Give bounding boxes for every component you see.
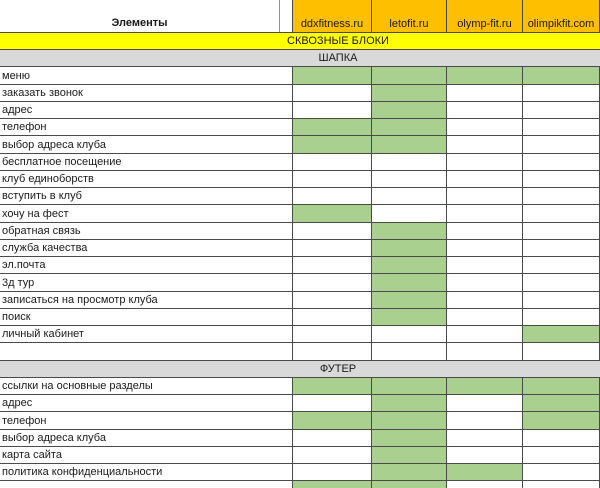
value-cell[interactable] [447, 205, 523, 221]
row-label[interactable]: вступить в клуб [0, 188, 293, 204]
section-banner-header[interactable]: ШАПКА [0, 50, 600, 67]
value-cell[interactable] [447, 274, 523, 290]
row-label[interactable]: обратная связь [0, 223, 293, 239]
value-cell[interactable] [293, 326, 372, 342]
table-row [0, 292, 600, 309]
value-cell[interactable] [293, 395, 372, 411]
table-row [0, 309, 600, 326]
site-column-header[interactable]: olimpikfit.com [523, 0, 600, 32]
row-label[interactable]: политика конфиденциальности [0, 464, 293, 480]
value-cell[interactable] [447, 171, 523, 187]
value-cell[interactable] [523, 430, 600, 446]
value-cell[interactable] [523, 481, 600, 488]
table-row [0, 430, 600, 447]
value-cell[interactable] [447, 292, 523, 308]
value-cell[interactable] [523, 274, 600, 290]
value-cell[interactable] [447, 395, 523, 411]
value-cell[interactable] [447, 430, 523, 446]
value-cell[interactable] [523, 85, 600, 101]
row-label[interactable]: хочу на фест [0, 205, 293, 221]
value-cell-filled[interactable] [372, 85, 447, 101]
table-row [0, 85, 600, 102]
value-cell-filled[interactable] [523, 378, 600, 394]
row-label[interactable]: 3д тур [0, 274, 293, 290]
value-cell[interactable] [372, 343, 447, 359]
value-cell[interactable] [293, 309, 372, 325]
value-cell[interactable] [447, 343, 523, 359]
value-cell[interactable] [447, 102, 523, 118]
value-cell-filled[interactable] [372, 430, 447, 446]
value-cell[interactable] [523, 464, 600, 480]
value-cell-filled[interactable] [447, 378, 523, 394]
site-column-header[interactable]: ddxfitness.ru [293, 0, 372, 32]
table-row [0, 343, 600, 360]
table-row [0, 119, 600, 136]
value-cell[interactable] [293, 257, 372, 273]
site-column-header[interactable]: letofit.ru [372, 0, 447, 32]
value-cell[interactable] [447, 85, 523, 101]
value-cell[interactable] [447, 119, 523, 135]
value-cell-filled[interactable] [293, 136, 372, 152]
table-row [0, 154, 600, 171]
table-row [0, 274, 600, 291]
value-cell[interactable] [293, 102, 372, 118]
value-cell[interactable] [523, 240, 600, 256]
table-row [0, 326, 600, 343]
value-cell[interactable] [447, 257, 523, 273]
value-cell-filled[interactable] [523, 412, 600, 428]
value-cell[interactable] [447, 309, 523, 325]
value-cell-filled[interactable] [293, 67, 372, 83]
value-cell[interactable] [447, 223, 523, 239]
value-cell[interactable] [447, 447, 523, 463]
table-row [0, 205, 600, 222]
value-cell[interactable] [523, 154, 600, 170]
table-row [0, 257, 600, 274]
value-cell-filled[interactable] [372, 412, 447, 428]
value-cell[interactable] [447, 412, 523, 428]
value-cell[interactable] [523, 136, 600, 152]
table-row [0, 188, 600, 205]
value-cell-filled[interactable] [293, 119, 372, 135]
row-label[interactable] [0, 343, 293, 359]
value-cell[interactable] [447, 136, 523, 152]
row-label[interactable]: бесплатное посещение [0, 154, 293, 170]
row-label[interactable]: служба качества [0, 240, 293, 256]
table-row [0, 223, 600, 240]
main-section-banner[interactable]: СКВОЗНЫЕ БЛОКИ [0, 33, 600, 50]
value-cell-filled[interactable] [372, 395, 447, 411]
elements-column-header[interactable]: Элементы [0, 0, 280, 32]
value-cell[interactable] [523, 119, 600, 135]
partial-table-row [0, 481, 600, 488]
table-row [0, 171, 600, 188]
table-row [0, 378, 600, 395]
value-cell-filled[interactable] [372, 119, 447, 135]
value-cell[interactable] [447, 154, 523, 170]
table-row [0, 447, 600, 464]
value-cell[interactable] [523, 447, 600, 463]
value-cell-filled[interactable] [372, 481, 447, 488]
value-cell[interactable] [523, 309, 600, 325]
value-cell[interactable] [293, 154, 372, 170]
value-cell-filled[interactable] [372, 240, 447, 256]
value-cell[interactable] [293, 223, 372, 239]
value-cell[interactable] [293, 240, 372, 256]
table-row [0, 395, 600, 412]
value-cell[interactable] [293, 447, 372, 463]
site-column-header[interactable]: olymp-fit.ru [447, 0, 523, 32]
value-cell-filled[interactable] [523, 395, 600, 411]
value-cell-filled[interactable] [372, 136, 447, 152]
value-cell[interactable] [293, 274, 372, 290]
row-label[interactable]: личный кабинет [0, 326, 293, 342]
value-cell[interactable] [372, 171, 447, 187]
header-row [0, 0, 600, 33]
table-row [0, 412, 600, 429]
value-cell-filled[interactable] [372, 223, 447, 239]
value-cell-filled[interactable] [372, 257, 447, 273]
value-cell-filled[interactable] [293, 205, 372, 221]
value-cell-filled[interactable] [372, 274, 447, 290]
value-cell[interactable] [523, 292, 600, 308]
value-cell[interactable] [447, 188, 523, 204]
table-row [0, 67, 600, 84]
value-cell[interactable] [372, 205, 447, 221]
row-label[interactable]: поиск [0, 309, 293, 325]
value-cell[interactable] [293, 85, 372, 101]
value-cell-filled[interactable] [372, 447, 447, 463]
value-cell-filled[interactable] [447, 67, 523, 83]
row-label[interactable]: адрес [0, 102, 293, 118]
value-cell[interactable] [293, 171, 372, 187]
value-cell-filled[interactable] [447, 464, 523, 480]
table-row [0, 102, 600, 119]
value-cell-filled[interactable] [372, 464, 447, 480]
value-cell[interactable] [372, 188, 447, 204]
row-label[interactable]: адрес [0, 395, 293, 411]
table-row [0, 240, 600, 257]
value-cell-filled[interactable] [372, 292, 447, 308]
value-cell[interactable] [372, 154, 447, 170]
value-cell[interactable] [523, 257, 600, 273]
value-cell[interactable] [523, 188, 600, 204]
row-label[interactable] [0, 481, 293, 488]
row-label[interactable]: карта сайта [0, 447, 293, 463]
row-label[interactable]: записаться на просмотр клуба [0, 292, 293, 308]
value-cell[interactable] [293, 292, 372, 308]
row-label[interactable]: телефон [0, 412, 293, 428]
section-banner-footer[interactable]: ФУТЕР [0, 361, 600, 378]
empty-header-cell[interactable] [280, 0, 293, 32]
row-label[interactable]: выбор адреса клуба [0, 136, 293, 152]
value-cell[interactable] [293, 464, 372, 480]
row-label[interactable]: эл.почта [0, 257, 293, 273]
table-row [0, 136, 600, 153]
value-cell-filled[interactable] [372, 102, 447, 118]
value-cell[interactable] [293, 430, 372, 446]
value-cell[interactable] [523, 102, 600, 118]
value-cell[interactable] [447, 326, 523, 342]
value-cell-filled[interactable] [372, 378, 447, 394]
value-cell-filled[interactable] [523, 326, 600, 342]
row-label[interactable]: клуб единоборств [0, 171, 293, 187]
value-cell[interactable] [523, 343, 600, 359]
value-cell-filled[interactable] [523, 67, 600, 83]
value-cell-filled[interactable] [372, 67, 447, 83]
value-cell[interactable] [293, 343, 372, 359]
sheet-body [0, 50, 600, 488]
value-cell-filled[interactable] [293, 378, 372, 394]
table-row [0, 464, 600, 481]
row-label[interactable]: ссылки на основные разделы [0, 378, 293, 394]
value-cell[interactable] [447, 240, 523, 256]
row-label[interactable]: заказать звонок [0, 85, 293, 101]
value-cell[interactable] [523, 205, 600, 221]
value-cell-filled[interactable] [293, 412, 372, 428]
value-cell[interactable] [372, 326, 447, 342]
value-cell-filled[interactable] [372, 309, 447, 325]
value-cell[interactable] [447, 481, 523, 488]
value-cell-filled[interactable] [293, 481, 372, 488]
row-label[interactable]: меню [0, 67, 293, 83]
value-cell[interactable] [293, 188, 372, 204]
value-cell[interactable] [523, 171, 600, 187]
row-label[interactable]: выбор адреса клуба [0, 430, 293, 446]
value-cell[interactable] [523, 223, 600, 239]
row-label[interactable]: телефон [0, 119, 293, 135]
